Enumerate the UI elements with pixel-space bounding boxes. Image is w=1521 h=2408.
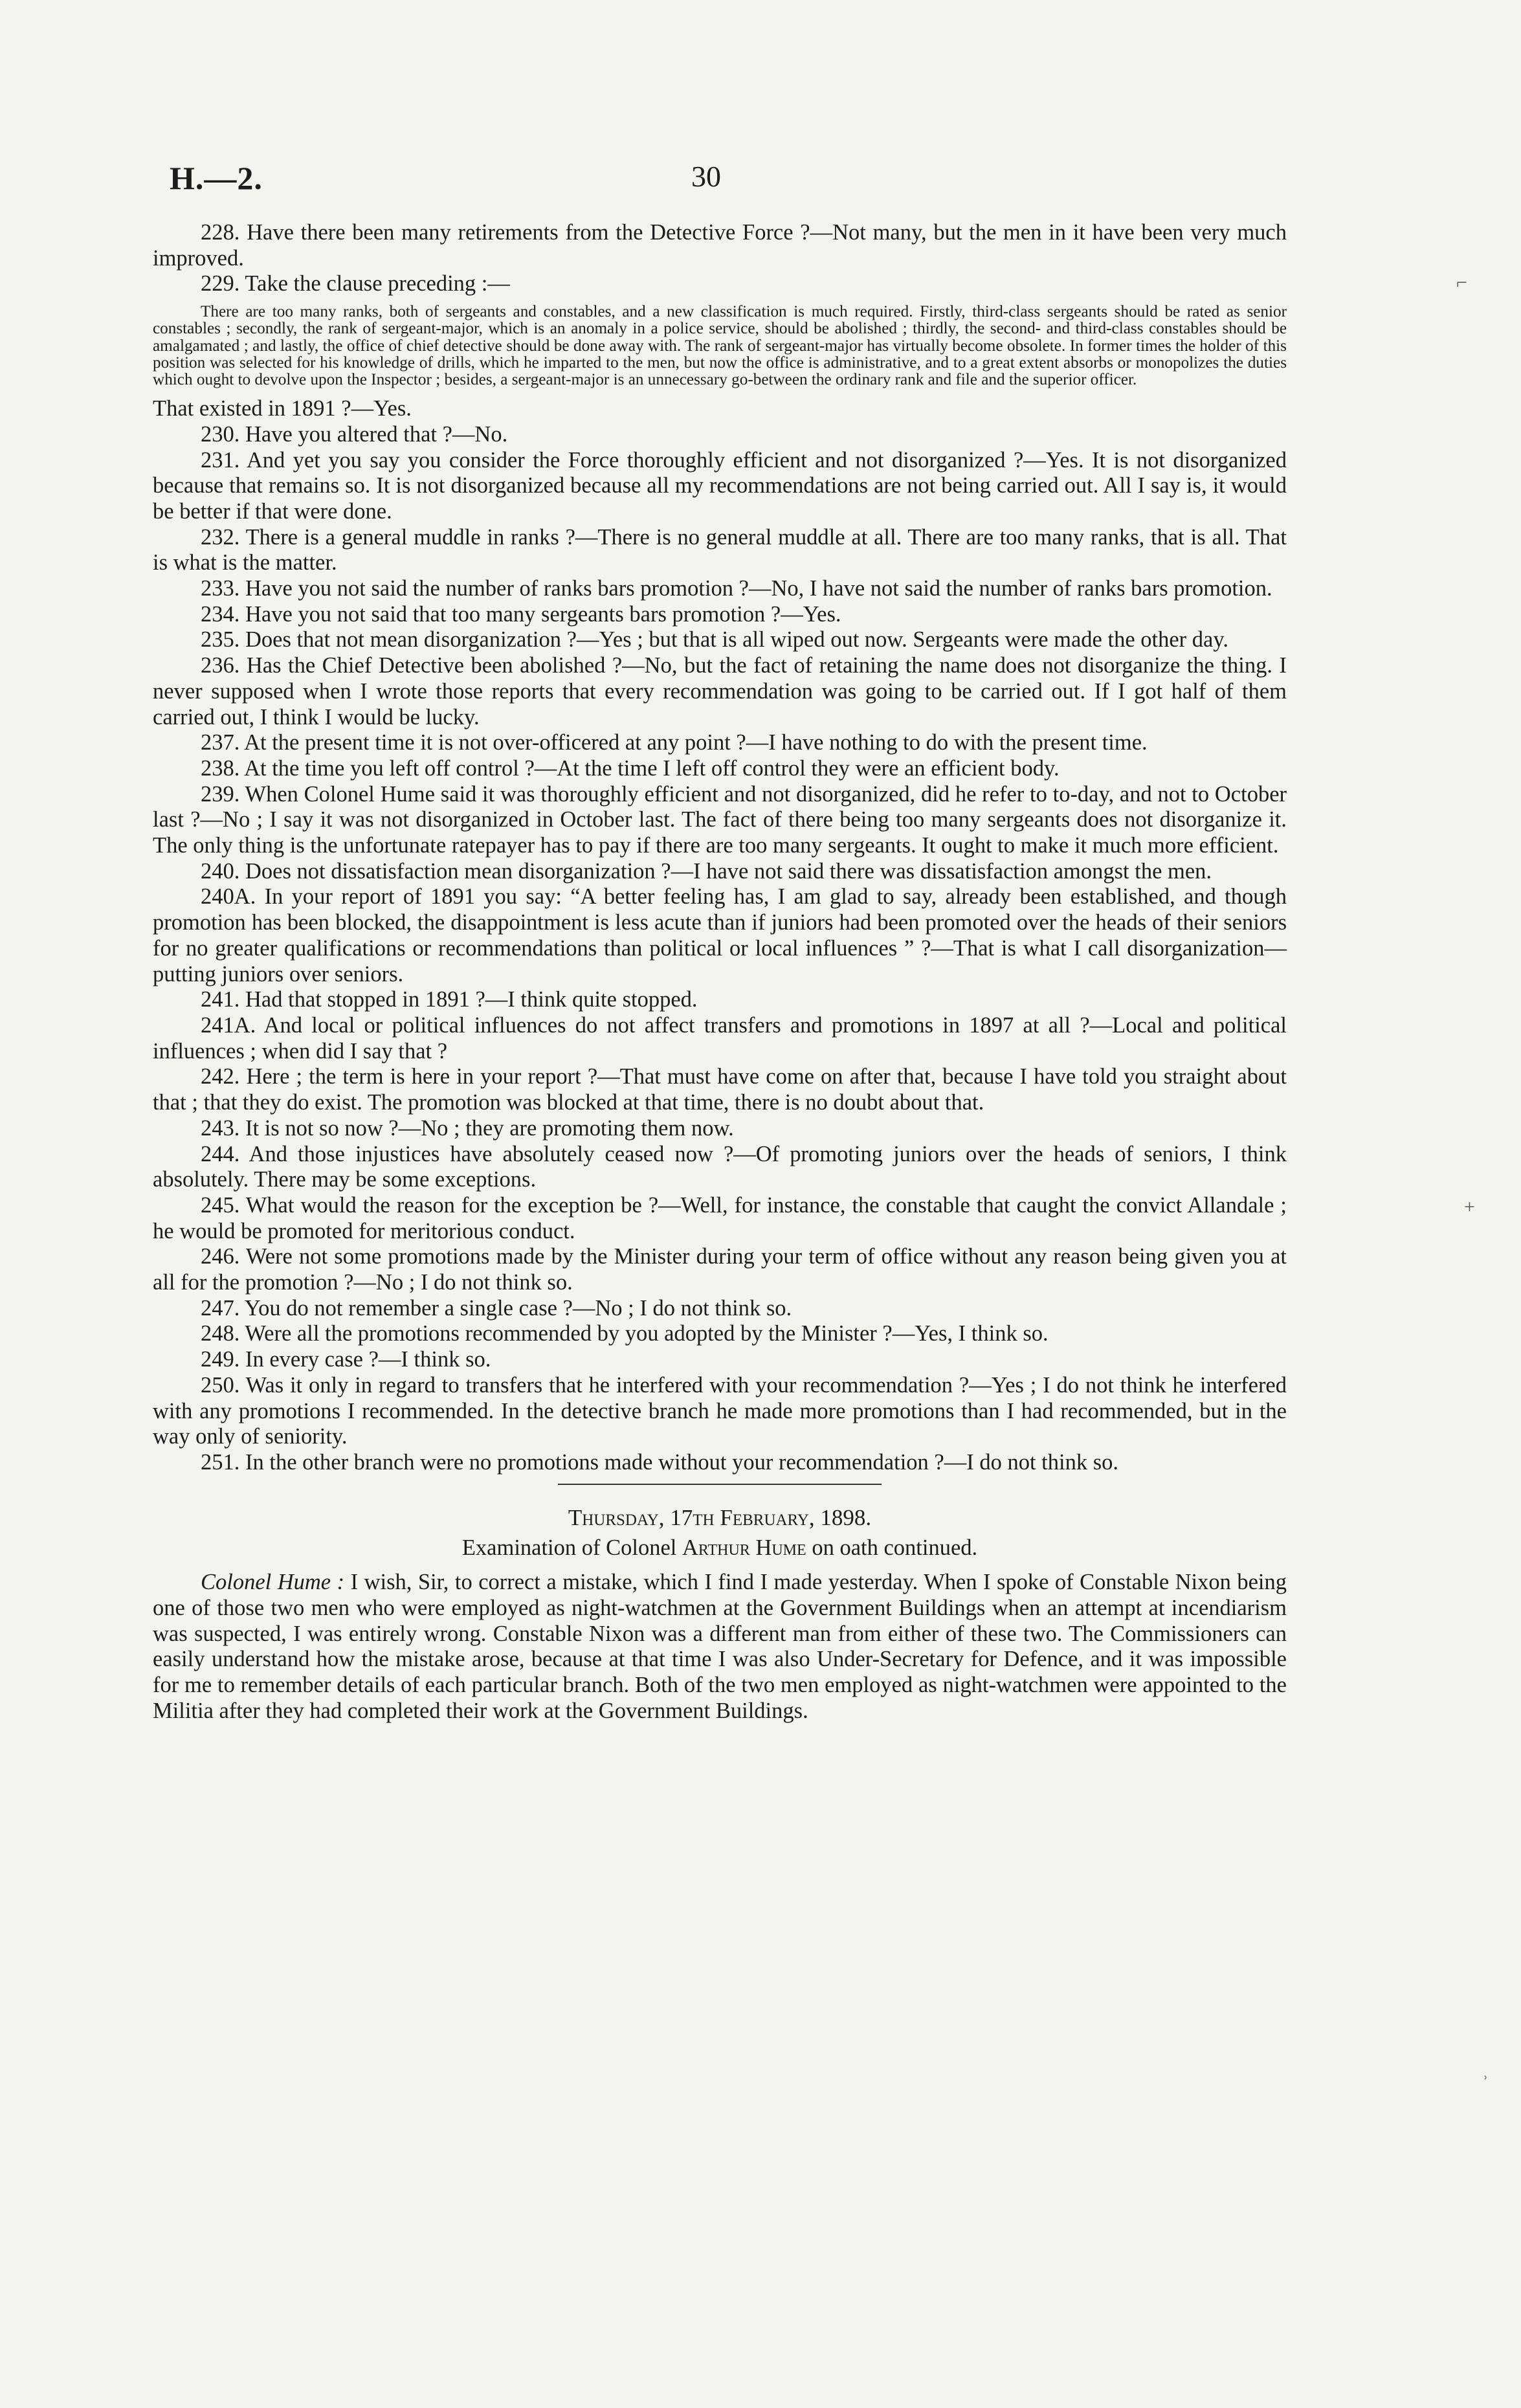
quoted-clause: There are too many ranks, both of sergeants and constables, and a new classification is much required. Firstly, third-class sergeants should be rated as senior constables ; secondly, the rank of sergeant-major, which is an anomaly in a police service, should be abolished ; thirdly, the second- and third-class constables should be amalgamated ; and lastly, the office of chief detective should be done away with. The rank of sergeant-major has virtually become obsolete. In former times the holder of this position was selected for his knowledge of drills, which he imparted to the men, but now the office is administrative, and to a great extent absorbs or monopolizes the duties which ought to devolve upon the Inspector ; besides, a sergeant-major is an unnecessary go-between the ordinary rank and file and the superior officer. (153, 303, 1287, 388)
examination-heading (153, 1535, 1287, 1561)
question-paragraph: 234. Have you not said that too many sergeants bars promotion ?—Yes. (201, 601, 841, 627)
question-paragraph: 240A. In your report of 1891 you say: “A better feeling has, I am glad to say, already been established, and though promotion has been blocked, the disappointment is less acute than if juniors had been promoted over the heads of their seniors for no greater qualifications or recommendations than political or local influences ” ?—That is what I call disorganization—putting juniors over seniors. (153, 884, 1287, 987)
question-paragraph: 248. Were all the promotions recommended by you adopted by the Minister ?—Yes, I think so. (201, 1321, 1049, 1346)
page-number: 30 (691, 160, 721, 193)
question-paragraph: 237. At the present time it is not over-officered at any point ?—I have nothing to do with the present time. (201, 730, 1148, 755)
question-list (153, 422, 1287, 1476)
question-paragraph: 244. And those injustices have absolutely ceased now ?—Of promoting juniors over the heads of seniors, I think absolutely. There may be some exceptions. (153, 1141, 1287, 1192)
question-paragraph: 240. Does not dissatisfaction mean disorganization ?—I have not said there was dissatisfaction amongst the men. (201, 858, 1212, 884)
question-paragraph: 247. You do not remember a single case ?—No ; I do not think so. (201, 1295, 792, 1321)
question-paragraph: 238. At the time you left off control ?—At the time I left off control they were an efficient body. (201, 755, 1060, 781)
question-paragraph: 235. Does that not mean disorganization ?—Yes ; but that is all wiped out now. Sergeants were made the other day. (201, 627, 1228, 652)
question-paragraph: 239. When Colonel Hume said it was thoroughly efficient and not disorganized, did he refer to to-day, and not to October last ?—No ; I say it was not disorganized in October last. The fact of there being too many sergeants does not disorganize it. The only thing is the unfortunate ratepayer has to pay if there are too many sergeants. It ought to make it much more efficient. (153, 781, 1287, 858)
question-paragraph: 251. In the other branch were no promotions made without your recommendation ?—I do not think so. (201, 1449, 1119, 1475)
question-paragraph: 232. There is a general muddle in ranks ?—There is no general muddle at all. There are too many ranks, that is all. That is what is the matter. (153, 524, 1287, 575)
session-date: Thursday, 17th February, 1898. (568, 1504, 872, 1530)
paper-reference: H.—2. (170, 160, 263, 196)
margin-mark: + (1464, 1196, 1475, 1218)
question-paragraph: 228. Have there been many retirements from the Detective Force ?—Not many, but the men in it have been very much improved. (153, 220, 1287, 271)
question-paragraph: 230. Have you altered that ?—No. (201, 421, 508, 447)
question-paragraph: 246. Were not some promotions made by the Minister during your term of office without any reason being given you at all for the promotion ?—No ; I do not think so. (153, 1244, 1287, 1295)
witness-name: Arthur Hume (682, 1535, 806, 1560)
witness-statement (153, 1570, 1287, 1724)
main-column (153, 220, 1287, 1724)
section-divider (558, 1484, 882, 1485)
margin-mark: ˒ (1482, 2064, 1489, 2085)
margin-mark: ⌐ (1456, 272, 1467, 293)
speaker-label: Colonel Hume : (201, 1570, 345, 1595)
question-paragraph: 241. Had that stopped in 1891 ?—I think quite stopped. (201, 987, 698, 1012)
question-paragraph: 250. Was it only in regard to transfers that he interfered with your recommendation ?—Yes ; I do not think he interfered with any promotions I recommended. In the detective branch he made more promotions than I had recommended, but in the way only of seniority. (153, 1372, 1287, 1449)
question-paragraph: 243. It is not so now ?—No ; they are promoting them now. (201, 1115, 734, 1141)
statement-text: I wish, Sir, to correct a mistake, which I find I made yesterday. When I spoke of Constable Nixon being one of those two men who were employed as night-watchmen at the Government Buildings when an attempt at incendiarism was suspected, I was entirely wrong. Constable Nixon was a different man from either of these two. The Commissioners can easily understand how the mistake arose, because at that time I was also Under-Secretary for Defence, and it was impossible for me to remember details of each particular branch. Both of the two men employed as night-watchmen were appointed to the Militia after they had completed their work at the Government Buildings. (153, 1570, 1287, 1723)
question-paragraph: 236. Has the Chief Detective been abolished ?—No, but the fact of retaining the name does not disorganize the thing. I never supposed when I wrote those reports that every recommendation was going to be carried out. If I got half of them carried out, I think I would be lucky. (153, 653, 1287, 730)
question-paragraph: 233. Have you not said the number of ranks bars promotion ?—No, I have not said the number of ranks bars promotion. (201, 576, 1272, 601)
question-paragraph: 231. And yet you say you consider the Force thoroughly efficient and not disorganized ?—Yes. It is not disorganized because that remains so. It is not disorganized because all my recommendations are not being carried out. All I say is, it would be better if that were done. (153, 447, 1287, 524)
question-paragraph: 242. Here ; the term is here in your report ?—That must have come on after that, because I have told you straight about that ; that they do exist. The promotion was blocked at that time, there is no doubt about that. (153, 1064, 1287, 1115)
answer-line: That existed in 1891 ?—Yes. (153, 396, 412, 421)
examination-prefix: Examination of Colonel (461, 1535, 677, 1560)
question-paragraph: 249. In every case ?—I think so. (201, 1347, 491, 1372)
question-paragraph: 245. What would the reason for the exception be ?—Well, for instance, the constable that caught the convict Allandale ; he would be promoted for meritorious conduct. (153, 1192, 1287, 1243)
question-paragraph: 241A. And local or political influences do not affect transfers and promotions in 1897 at all ?—Local and political influences ; when did I say that ? (153, 1013, 1287, 1064)
question-paragraph: 229. Take the clause preceding :— (201, 271, 510, 296)
examination-suffix: on oath continued. (812, 1535, 978, 1560)
